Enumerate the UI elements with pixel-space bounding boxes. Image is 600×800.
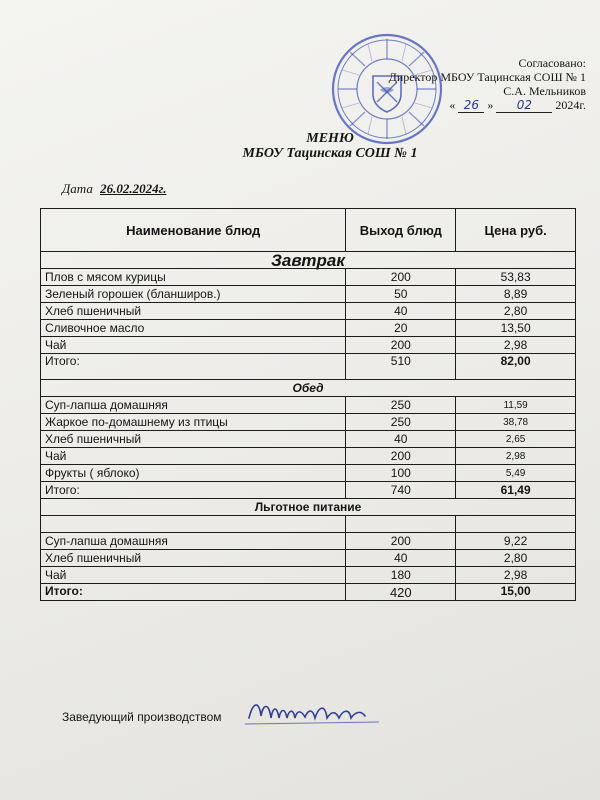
dish-price: 11,59 — [456, 397, 576, 414]
dish-price: 2,80 — [456, 303, 576, 320]
dish-price: 2,65 — [456, 431, 576, 448]
dish-name: Чай — [41, 567, 346, 584]
dish-qty: 40 — [346, 431, 456, 448]
dish-price: 9,22 — [456, 533, 576, 550]
dish-price: 13,50 — [456, 320, 576, 337]
dish-name: Суп-лапша домашняя — [41, 397, 346, 414]
dish-qty: 40 — [346, 550, 456, 567]
section-title-lunch: Обед — [41, 380, 576, 397]
table-row — [41, 286, 576, 303]
table-row — [41, 550, 576, 567]
table-row — [41, 320, 576, 337]
approval-block — [326, 56, 586, 113]
dish-name: Чай — [41, 448, 346, 465]
total-row-breakfast — [41, 354, 576, 380]
total-price: 15,00 — [456, 584, 576, 601]
dish-price: 53,83 — [456, 269, 576, 286]
table-row — [41, 448, 576, 465]
dish-price: 2,98 — [456, 337, 576, 354]
dish-qty: 20 — [346, 320, 456, 337]
section-row-subsidized — [41, 499, 576, 516]
total-price: 82,00 — [456, 354, 576, 380]
total-qty: 510 — [346, 354, 456, 380]
section-row-lunch — [41, 380, 576, 397]
header-portion: Выход блюд — [346, 209, 456, 252]
table-row — [41, 567, 576, 584]
dish-qty: 100 — [346, 465, 456, 482]
dish-name: Чай — [41, 337, 346, 354]
dish-price: 8,89 — [456, 286, 576, 303]
header-dish-name: Наименование блюд — [41, 209, 346, 252]
section-row-breakfast — [41, 252, 576, 269]
total-row-subsidized — [41, 584, 576, 601]
total-label: Итого: — [41, 482, 346, 499]
dish-name: Сливочное масло — [41, 320, 346, 337]
dish-qty: 200 — [346, 337, 456, 354]
approval-date-month: 02 — [496, 98, 552, 113]
dish-name: Суп-лапша домашняя — [41, 533, 346, 550]
dish-price: 5,49 — [456, 465, 576, 482]
spacer-row — [41, 516, 576, 533]
dish-name: Хлеб пшеничный — [41, 550, 346, 567]
dish-price: 38,78 — [456, 414, 576, 431]
dish-price: 2,98 — [456, 567, 576, 584]
document-date-label: Дата — [62, 181, 93, 196]
total-label: Итого: — [41, 354, 346, 380]
table-row — [41, 533, 576, 550]
total-qty: 740 — [346, 482, 456, 499]
handwritten-signature — [243, 696, 383, 730]
document-subtitle: МБОУ Тацинская СОШ № 1 — [242, 146, 418, 161]
document-date-value: 26.02.2024г. — [100, 181, 167, 196]
document-title: МЕНЮ — [306, 131, 354, 146]
approval-date-day: 26 — [458, 98, 484, 113]
total-label: Итого: — [41, 584, 346, 601]
table-row — [41, 414, 576, 431]
dish-qty: 180 — [346, 567, 456, 584]
dish-qty: 200 — [346, 448, 456, 465]
table-row — [41, 397, 576, 414]
dish-qty: 250 — [346, 397, 456, 414]
approval-director-title: Директор МБОУ Тацинская СОШ № 1 — [388, 70, 586, 84]
dish-qty: 250 — [346, 414, 456, 431]
approval-heading: Согласовано: — [518, 56, 586, 70]
table-row — [41, 337, 576, 354]
approval-date-close-quote: » — [487, 98, 494, 112]
total-price: 61,49 — [456, 482, 576, 499]
total-qty: 420 — [346, 584, 456, 601]
menu-table-header-row — [41, 209, 576, 252]
dish-price: 2,80 — [456, 550, 576, 567]
dish-qty: 40 — [346, 303, 456, 320]
header-price: Цена руб. — [456, 209, 576, 252]
approval-date-open-quote: « — [449, 98, 456, 112]
dish-name: Фрукты ( яблоко) — [41, 465, 346, 482]
dish-name: Зеленый горошек (бланширов.) — [41, 286, 346, 303]
dish-name: Плов с мясом курицы — [41, 269, 346, 286]
approval-director-name: С.А. Мельников — [503, 84, 586, 98]
dish-qty: 200 — [346, 533, 456, 550]
dish-qty: 200 — [346, 269, 456, 286]
dish-name: Жаркое по-домашнему из птицы — [41, 414, 346, 431]
dish-name: Хлеб пшеничный — [41, 431, 346, 448]
approval-date-year: 2024г. — [555, 98, 586, 112]
document-date — [62, 181, 166, 197]
section-title-subsidized: Льготное питание — [41, 499, 576, 516]
dish-name: Хлеб пшеничный — [41, 303, 346, 320]
table-row — [41, 269, 576, 286]
table-row — [41, 465, 576, 482]
dish-price: 2,98 — [456, 448, 576, 465]
section-title-breakfast: Завтрак — [41, 252, 576, 269]
menu-table — [40, 208, 576, 601]
production-manager-label: Заведующий производством — [62, 710, 222, 724]
approval-date — [326, 98, 586, 113]
table-row — [41, 303, 576, 320]
total-row-lunch — [41, 482, 576, 499]
dish-qty: 50 — [346, 286, 456, 303]
table-row — [41, 431, 576, 448]
